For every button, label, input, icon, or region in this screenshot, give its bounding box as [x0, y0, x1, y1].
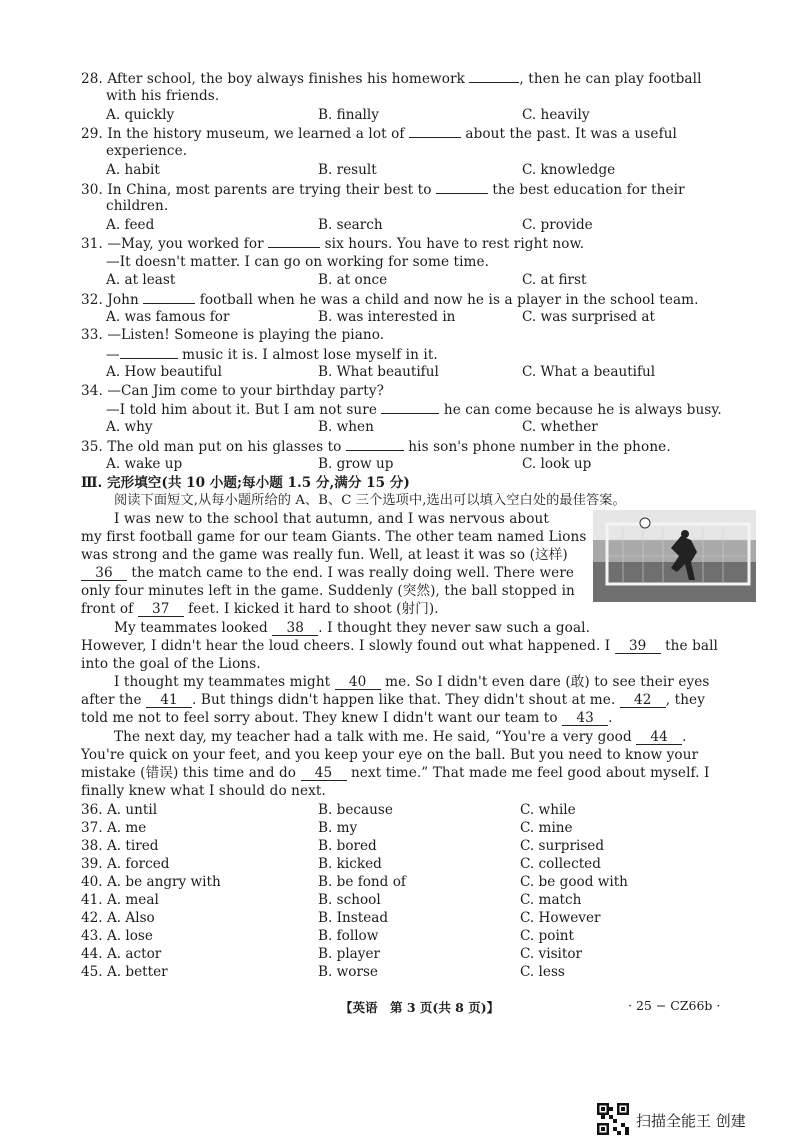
- cloze-option-b: B. player: [318, 946, 381, 962]
- passage-text: feet. I kicked it hard to shoot (射门).: [188, 601, 439, 617]
- option-c: C. was surprised at: [522, 309, 655, 325]
- option-a: A. feed: [106, 217, 155, 233]
- passage-line: [81, 764, 709, 782]
- dash: —: [106, 347, 120, 363]
- passage-text: However, I didn't hear the loud cheers. I slowly found out what happened. I: [81, 638, 611, 654]
- passage-line: [81, 691, 705, 709]
- question-29: [81, 124, 677, 143]
- answer-blank: [436, 180, 488, 194]
- passage-text: My teammates looked: [114, 620, 268, 636]
- cloze-option-b: B. worse: [318, 964, 378, 980]
- question-continuation: children.: [106, 198, 169, 214]
- passage-line: [114, 728, 687, 746]
- question-stem-tail: football when he was a child and now he is a player in the school team.: [199, 292, 699, 308]
- passage-text: .: [682, 729, 687, 745]
- question-34: 34. —Can Jim come to your birthday party?: [81, 383, 384, 399]
- passage-text: me. So I didn't even dare (敢) to see their eyes: [385, 674, 710, 690]
- cloze-option-c: C. point: [520, 928, 575, 944]
- cloze-option-c: C. However: [520, 910, 601, 926]
- football-photo: [593, 510, 756, 602]
- passage-text: , they: [665, 692, 705, 708]
- section-title: Ⅲ. 完形填空(共 10 小题;每小题 1.5 分,满分 15 分): [81, 475, 410, 491]
- answer-blank: [409, 124, 461, 138]
- passage-line: [114, 619, 590, 637]
- passage-line: [81, 637, 718, 655]
- question-stem: 32. John: [81, 292, 139, 308]
- passage-text: told me not to feel sorry about. They knew I didn't want our team to: [81, 710, 558, 726]
- question-stem: 29. In the history museum, we learned a lot of: [81, 126, 405, 142]
- passage-line: finally knew what I should do next.: [81, 783, 326, 799]
- passage-line: my first football game for our team Giants. The other team named Lions: [81, 529, 587, 545]
- cloze-option-a: 36. A. until: [81, 802, 158, 818]
- passage-line: was strong and the game was really fun. Well, at least it was so (这样): [81, 547, 568, 563]
- option-b: B. was interested in: [318, 309, 456, 325]
- cloze-blank-45: 45: [301, 766, 347, 781]
- answer-blank: [268, 234, 320, 248]
- option-c: C. at first: [522, 272, 587, 288]
- question-continuation: with his friends.: [106, 88, 220, 104]
- option-b: B. finally: [318, 107, 379, 123]
- option-b: B. search: [318, 217, 383, 233]
- option-b: B. result: [318, 162, 377, 178]
- question-stem: —I told him about it. But I am not sure: [106, 402, 378, 418]
- option-c: C. What a beautiful: [522, 364, 656, 380]
- option-a: A. why: [106, 419, 153, 435]
- passage-line: [81, 600, 439, 618]
- cloze-option-a: 44. A. actor: [81, 946, 162, 962]
- option-a: A. quickly: [106, 107, 175, 123]
- question-stem-tail: his son's phone number in the phone.: [408, 439, 671, 455]
- cloze-option-c: C. while: [520, 802, 576, 818]
- passage-line: into the goal of the Lions.: [81, 656, 261, 672]
- cloze-blank-40: 40: [335, 675, 381, 690]
- cloze-option-a: 37. A. me: [81, 820, 147, 836]
- cloze-option-b: B. follow: [318, 928, 379, 944]
- passage-line: You're quick on your feet, and you keep your eye on the ball. But you need to know your: [81, 747, 699, 763]
- option-c: C. whether: [522, 419, 598, 435]
- cloze-option-a: 40. A. be angry with: [81, 874, 221, 890]
- question-stem-tail: , then he can play football: [519, 71, 702, 87]
- question-32: [81, 290, 699, 309]
- cloze-option-c: C. be good with: [520, 874, 628, 890]
- question-35: [81, 437, 671, 456]
- passage-line: I was new to the school that autumn, and I was nervous about: [114, 511, 549, 527]
- passage-line: [114, 673, 709, 691]
- cloze-option-b: B. school: [318, 892, 381, 908]
- answer-blank: [143, 290, 195, 304]
- question-stem-tail: about the past. It was a useful: [465, 126, 678, 142]
- passage-line: only four minutes left in the game. Suddenly (突然), the ball stopped in: [81, 583, 575, 599]
- answer-blank: [346, 437, 404, 451]
- question-continuation: experience.: [106, 143, 188, 159]
- question-28: [81, 69, 721, 88]
- question-stem: 35. The old man put on his glasses to: [81, 439, 342, 455]
- passage-text: front of: [81, 601, 134, 617]
- cloze-option-a: 42. A. Also: [81, 910, 155, 926]
- question-31: [81, 234, 584, 253]
- option-c: C. knowledge: [522, 162, 616, 178]
- answer-blank: [120, 345, 178, 359]
- cloze-option-b: B. be fond of: [318, 874, 406, 890]
- passage-text: after the: [81, 692, 142, 708]
- cloze-option-c: C. match: [520, 892, 582, 908]
- paper-code: · 25 − CZ66b ·: [628, 998, 721, 1013]
- question-stem-tail: he can come because he is always busy.: [443, 402, 722, 418]
- option-a: A. How beautiful: [106, 364, 223, 380]
- question-stem: 28. After school, the boy always finishes his homework: [81, 71, 465, 87]
- passage-text: . But things didn't happen like that. They didn't shout at me.: [192, 692, 616, 708]
- cloze-option-c: C. less: [520, 964, 565, 980]
- cloze-option-a: 38. A. tired: [81, 838, 159, 854]
- cloze-blank-43: 43: [562, 711, 608, 726]
- option-c: C. heavily: [522, 107, 590, 123]
- cloze-blank-41: 41: [146, 693, 192, 708]
- cloze-option-c: C. collected: [520, 856, 601, 872]
- cloze-blank-36: 36: [81, 566, 127, 581]
- question-continuation: —It doesn't matter. I can go on working for some time.: [106, 254, 490, 270]
- cloze-option-a: 39. A. forced: [81, 856, 170, 872]
- passage-text: next time.” That made me feel good about myself. I: [350, 765, 710, 781]
- option-c: C. look up: [522, 456, 592, 472]
- question-33: 33. —Listen! Someone is playing the piano.: [81, 327, 385, 343]
- cloze-option-a: 45. A. better: [81, 964, 168, 980]
- option-a: A. habit: [106, 162, 160, 178]
- cloze-option-b: B. because: [318, 802, 393, 818]
- answer-blank: [469, 69, 519, 83]
- option-a: A. at least: [106, 272, 176, 288]
- option-b: B. What beautiful: [318, 364, 439, 380]
- question-stem-tail: six hours. You have to rest right now.: [324, 236, 585, 252]
- passage-text: mistake (错误) this time and do: [81, 765, 297, 781]
- passage-text: The next day, my teacher had a talk with me. He said, “You're a very good: [114, 729, 632, 745]
- passage-text: the match came to the end. I was really doing well. There were: [131, 565, 575, 581]
- cloze-blank-37: 37: [138, 602, 184, 617]
- passage-text: I thought my teammates might: [114, 674, 331, 690]
- cloze-blank-39: 39: [615, 639, 661, 654]
- question-stem: 30. In China, most parents are trying their best to: [81, 182, 432, 198]
- option-a: A. wake up: [106, 456, 183, 472]
- cloze-blank-44: 44: [636, 730, 682, 745]
- question-stem: 31. —May, you worked for: [81, 236, 264, 252]
- passage-text: the ball: [665, 638, 718, 654]
- cloze-option-b: B. my: [318, 820, 358, 836]
- cloze-option-a: 41. A. meal: [81, 892, 159, 908]
- passage-text: .: [608, 710, 613, 726]
- question-stem-tail: the best education for their: [492, 182, 685, 198]
- option-b: B. when: [318, 419, 374, 435]
- cloze-option-c: C. mine: [520, 820, 573, 836]
- option-c: C. provide: [522, 217, 593, 233]
- question-stem-tail: music it is. I almost lose myself in it.: [182, 347, 438, 363]
- option-a: A. was famous for: [106, 309, 230, 325]
- passage-line: [81, 709, 613, 727]
- cloze-blank-38: 38: [272, 621, 318, 636]
- cloze-blank-42: 42: [620, 693, 666, 708]
- cloze-option-b: B. bored: [318, 838, 377, 854]
- option-b: B. grow up: [318, 456, 394, 472]
- question-30: [81, 180, 685, 199]
- cloze-option-b: B. kicked: [318, 856, 382, 872]
- cloze-option-c: C. visitor: [520, 946, 583, 962]
- section-instruction: 阅读下面短文,从每小题所给的 A、B、C 三个选项中,选出可以填入空白处的最佳答案。: [114, 493, 626, 508]
- question-33-response: [106, 345, 438, 364]
- cloze-option-b: B. Instead: [318, 910, 389, 926]
- qr-code-icon: [597, 1103, 629, 1135]
- passage-line: [81, 564, 574, 582]
- question-34-response: [106, 400, 722, 419]
- option-b: B. at once: [318, 272, 388, 288]
- scanner-watermark: 扫描全能王 创建: [636, 1112, 746, 1130]
- cloze-option-c: C. surprised: [520, 838, 605, 854]
- answer-blank: [381, 400, 439, 414]
- cloze-option-a: 43. A. lose: [81, 928, 153, 944]
- passage-text: . I thought they never saw such a goal.: [318, 620, 591, 636]
- page-number: 【英语 第 3 页(共 8 页)】: [340, 1000, 500, 1015]
